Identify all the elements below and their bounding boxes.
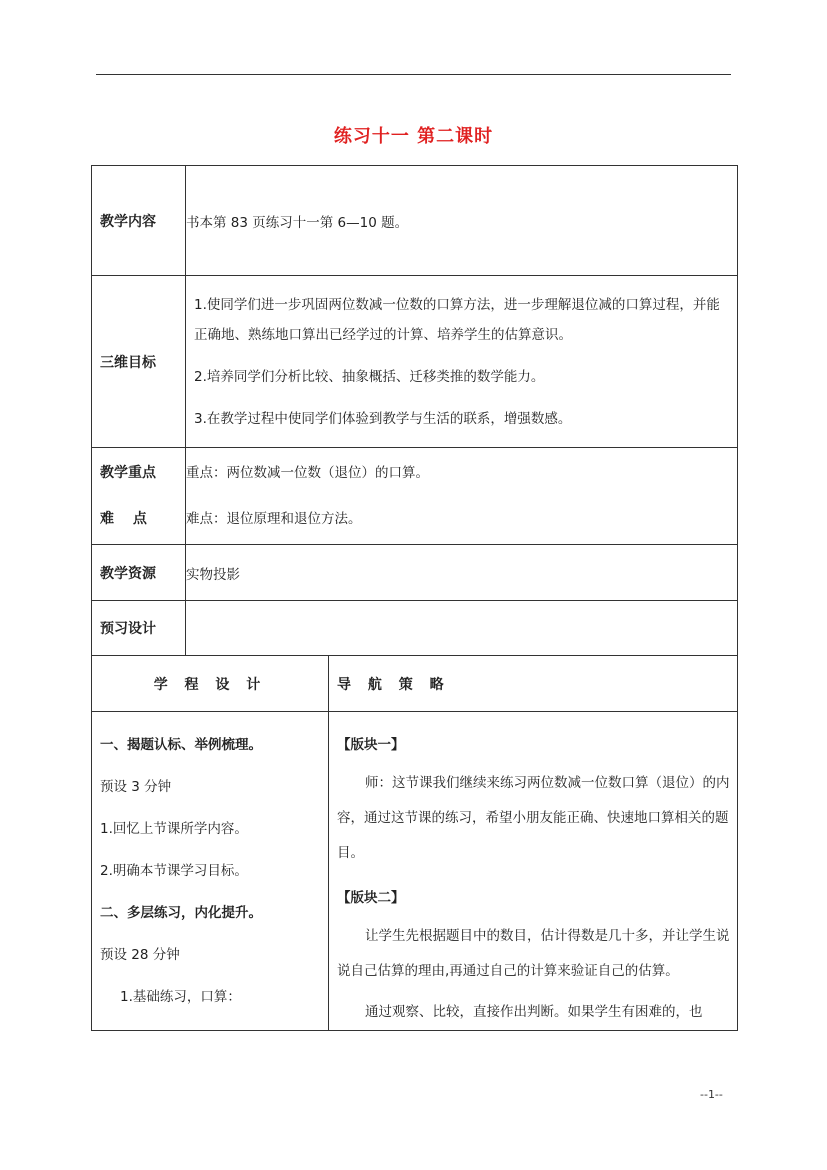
section-1-item-2: 2.明确本节课学习目标。 [100,863,248,879]
block-2-title: 【版块二】 [337,890,405,906]
learning-design-column [92,712,329,1031]
lesson-plan-table [91,165,738,1031]
goal-item-1: 1.使同学们进一步巩固两位数减一位数的口算方法，进一步理解退位减的口算过程，并能正确地、熟练地口算出已经学过的计算、培养学生的估算意识。 [194,296,720,343]
value-goals [186,276,738,448]
row-preview [92,601,738,656]
label-difficulty: 难 点 [100,511,147,527]
value-focus [186,448,738,545]
header-rule [96,74,731,75]
label-focus [92,448,186,545]
section-1-time: 预设 3 分钟 [100,779,172,795]
navigation-strategy-column [329,712,738,1031]
value-teaching-content: 书本第 83 页练习十一第 6—10 题。 [186,166,738,276]
block-1-title: 【版块一】 [337,737,405,753]
difficulty-text: 难点：退位原理和退位方法。 [186,511,362,527]
row-design-header [92,656,738,712]
block-1-text: 师：这节课我们继续来练习两位数减一位数口算（退位）的内容，通过这节课的练习，希望小朋友能正确、快速地口算相关的题目。 [337,775,730,861]
block-2-text: 让学生先根据题目中的数目，估计得数是几十多，并让学生说说自己估算的理由,再通过自己的计算来验证自己的估算。 [337,928,730,979]
label-key-point: 教学重点 [100,465,156,481]
row-focus [92,448,738,545]
goal-item-2: 2.培养同学们分析比较、抽象概括、迁移类推的数学能力。 [194,368,545,385]
document-title: 练习十一 第二课时 [333,126,494,147]
goal-item-3: 3.在教学过程中使同学们体验到教学与生活的联系，增强数感。 [194,410,572,427]
label-preview: 预习设计 [92,601,186,656]
section-1-item-1: 1.回忆上节课所学内容。 [100,821,248,837]
section-1-title: 一、揭题认标、举例梳理。 [100,737,262,753]
key-point-text: 重点：两位数减一位数（退位）的口算。 [186,465,429,481]
value-resources: 实物投影 [186,545,738,601]
label-teaching-content: 教学内容 [92,166,186,276]
page-number: --1-- [700,1088,723,1101]
header-learning-design: 学 程 设 计 [92,656,329,712]
label-goals: 三维目标 [92,276,186,448]
value-preview [186,601,738,656]
section-2-title: 二、多层练习，内化提升。 [100,905,262,921]
section-2-item-1: 1.基础练习，口算： [120,989,241,1005]
section-2-time: 预设 28 分钟 [100,947,180,963]
row-resources [92,545,738,601]
header-navigation-strategy: 导 航 策 略 [329,656,738,712]
label-resources: 教学资源 [92,545,186,601]
row-goals [92,276,738,448]
row-teaching-content [92,166,738,276]
row-design-body [92,712,738,1031]
block-2-text-continued: 通过观察、比较，直接作出判断。如果学生有困难的，也 [365,1004,703,1020]
